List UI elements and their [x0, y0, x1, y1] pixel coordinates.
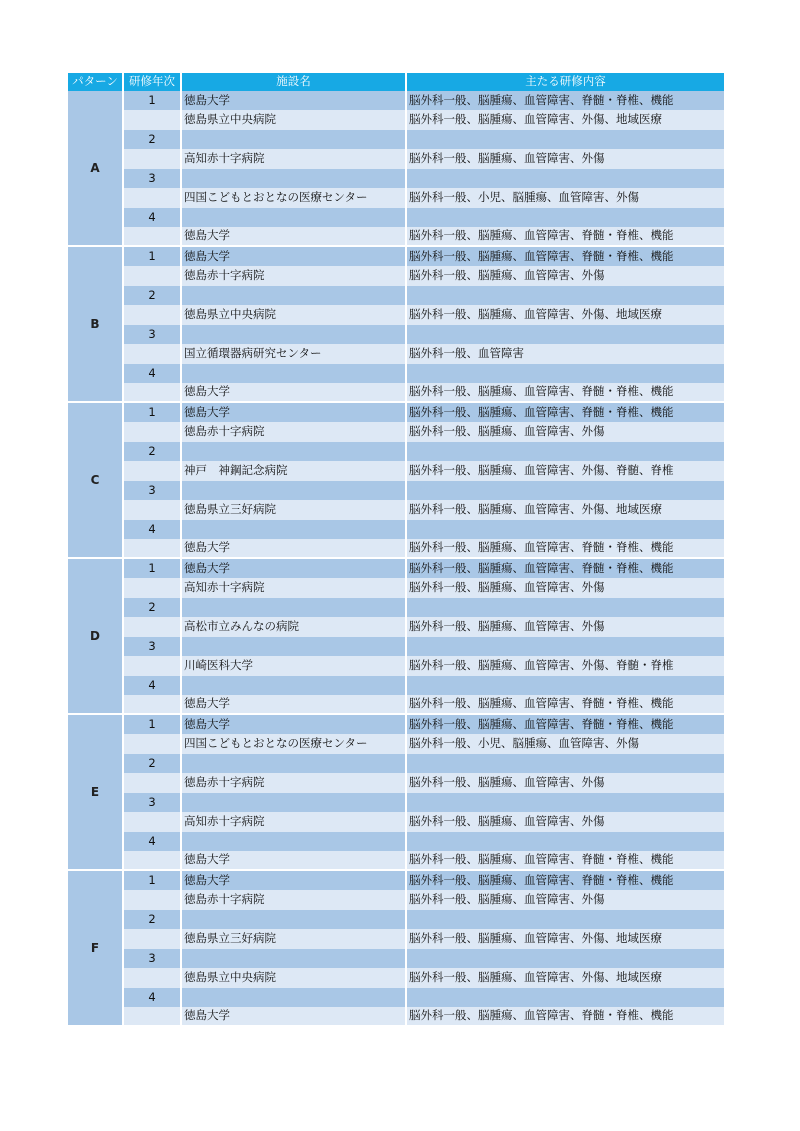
- facility-cell: 徳島県立中央病院: [182, 305, 405, 325]
- header-pattern: パターン: [68, 73, 122, 91]
- year-cell: [124, 305, 180, 325]
- content-cell: 脳外科一般、脳腫瘍、血管障害、脊髄・脊椎、機能: [407, 539, 724, 559]
- content-cell: 脳外科一般、脳腫瘍、血管障害、外傷、地域医療: [407, 500, 724, 520]
- header-year: 研修年次: [124, 73, 180, 91]
- facility-cell: 高松市立みんなの病院: [182, 617, 405, 637]
- content-cell: 脳外科一般、脳腫瘍、血管障害、脊髄・脊椎、機能: [407, 695, 724, 715]
- facility-cell: 徳島大学: [182, 383, 405, 403]
- content-cell: 脳外科一般、小児、脳腫瘍、血管障害、外傷: [407, 734, 724, 754]
- content-cell: [407, 364, 724, 384]
- pattern-label: A: [68, 91, 122, 247]
- content-cell: 脳外科一般、脳腫瘍、血管障害、外傷、地域医療: [407, 968, 724, 988]
- facility-cell: 徳島県立中央病院: [182, 968, 405, 988]
- facility-cell: 徳島県立三好病院: [182, 929, 405, 949]
- year-cell: [124, 344, 180, 364]
- content-cell: 脳外科一般、脳腫瘍、血管障害、外傷: [407, 422, 724, 442]
- facility-cell: 徳島赤十字病院: [182, 890, 405, 910]
- facility-cell: 国立循環器病研究センター: [182, 344, 405, 364]
- content-cell: [407, 130, 724, 150]
- year-cell: 2: [124, 754, 180, 774]
- facility-cell: [182, 598, 405, 618]
- content-cell: 脳外科一般、脳腫瘍、血管障害、外傷、脊髄、脊椎: [407, 461, 724, 481]
- year-cell: [124, 227, 180, 247]
- year-cell: [124, 890, 180, 910]
- content-cell: 脳外科一般、脳腫瘍、血管障害、外傷、地域医療: [407, 305, 724, 325]
- facility-cell: [182, 442, 405, 462]
- facility-cell: 徳島大学: [182, 403, 405, 423]
- facility-cell: [182, 676, 405, 696]
- year-cell: [124, 851, 180, 871]
- facility-cell: 徳島大学: [182, 871, 405, 891]
- pattern-label: D: [68, 559, 122, 715]
- content-cell: [407, 676, 724, 696]
- year-cell: [124, 929, 180, 949]
- year-cell: 3: [124, 637, 180, 657]
- year-cell: 1: [124, 247, 180, 267]
- year-cell: [124, 1007, 180, 1027]
- year-cell: 2: [124, 130, 180, 150]
- facility-cell: 四国こどもとおとなの医療センター: [182, 188, 405, 208]
- pattern-label: F: [68, 871, 122, 1027]
- content-cell: 脳外科一般、脳腫瘍、血管障害、外傷: [407, 578, 724, 598]
- year-cell: [124, 383, 180, 403]
- facility-cell: 徳島大学: [182, 539, 405, 559]
- header-content: 主たる研修内容: [407, 73, 724, 91]
- year-cell: 3: [124, 169, 180, 189]
- year-cell: 2: [124, 286, 180, 306]
- content-cell: [407, 286, 724, 306]
- year-cell: 3: [124, 325, 180, 345]
- year-cell: 2: [124, 598, 180, 618]
- content-cell: 脳外科一般、小児、脳腫瘍、血管障害、外傷: [407, 188, 724, 208]
- year-cell: 4: [124, 520, 180, 540]
- content-cell: 脳外科一般、脳腫瘍、血管障害、脊髄・脊椎、機能: [407, 1007, 724, 1027]
- year-cell: 3: [124, 481, 180, 501]
- content-cell: 脳外科一般、脳腫瘍、血管障害、脊髄・脊椎、機能: [407, 383, 724, 403]
- content-cell: [407, 442, 724, 462]
- facility-cell: 徳島大学: [182, 695, 405, 715]
- content-cell: 脳外科一般、脳腫瘍、血管障害、脊髄・脊椎、機能: [407, 851, 724, 871]
- pattern-label: E: [68, 715, 122, 871]
- facility-cell: [182, 364, 405, 384]
- content-cell: 脳外科一般、脳腫瘍、血管障害、外傷、地域医療: [407, 929, 724, 949]
- year-cell: [124, 734, 180, 754]
- content-cell: 脳外科一般、脳腫瘍、血管障害、脊髄・脊椎、機能: [407, 871, 724, 891]
- year-cell: 1: [124, 559, 180, 579]
- header-facility: 施設名: [182, 73, 405, 91]
- content-cell: 脳外科一般、脳腫瘍、血管障害、脊髄・脊椎、機能: [407, 559, 724, 579]
- facility-cell: [182, 988, 405, 1008]
- content-cell: [407, 520, 724, 540]
- facility-cell: [182, 169, 405, 189]
- facility-cell: 徳島赤十字病院: [182, 773, 405, 793]
- facility-cell: [182, 286, 405, 306]
- year-cell: [124, 617, 180, 637]
- facility-cell: 高知赤十字病院: [182, 149, 405, 169]
- content-cell: [407, 325, 724, 345]
- year-cell: 4: [124, 676, 180, 696]
- content-cell: 脳外科一般、脳腫瘍、血管障害、外傷、脊髄・脊椎: [407, 656, 724, 676]
- content-cell: 脳外科一般、血管障害: [407, 344, 724, 364]
- facility-cell: 四国こどもとおとなの医療センター: [182, 734, 405, 754]
- content-cell: 脳外科一般、脳腫瘍、血管障害、脊髄・脊椎、機能: [407, 91, 724, 111]
- content-cell: 脳外科一般、脳腫瘍、血管障害、脊髄・脊椎、機能: [407, 227, 724, 247]
- facility-cell: 高知赤十字病院: [182, 578, 405, 598]
- year-cell: [124, 773, 180, 793]
- facility-cell: [182, 208, 405, 228]
- facility-cell: 川崎医科大学: [182, 656, 405, 676]
- year-cell: [124, 968, 180, 988]
- year-cell: 3: [124, 793, 180, 813]
- content-cell: [407, 910, 724, 930]
- facility-cell: 徳島県立三好病院: [182, 500, 405, 520]
- content-cell: 脳外科一般、脳腫瘍、血管障害、外傷: [407, 812, 724, 832]
- year-cell: [124, 695, 180, 715]
- facility-cell: 徳島大学: [182, 715, 405, 735]
- facility-cell: [182, 910, 405, 930]
- facility-cell: [182, 481, 405, 501]
- facility-cell: [182, 832, 405, 852]
- year-cell: 1: [124, 403, 180, 423]
- year-cell: [124, 188, 180, 208]
- facility-cell: 徳島赤十字病院: [182, 422, 405, 442]
- pattern-label: C: [68, 403, 122, 559]
- year-cell: [124, 110, 180, 130]
- facility-cell: 徳島大学: [182, 227, 405, 247]
- facility-cell: 高知赤十字病院: [182, 812, 405, 832]
- year-cell: [124, 422, 180, 442]
- year-cell: 1: [124, 715, 180, 735]
- content-cell: [407, 754, 724, 774]
- year-cell: 2: [124, 910, 180, 930]
- content-cell: 脳外科一般、脳腫瘍、血管障害、脊髄・脊椎、機能: [407, 715, 724, 735]
- year-cell: 2: [124, 442, 180, 462]
- content-cell: [407, 637, 724, 657]
- facility-cell: [182, 793, 405, 813]
- year-cell: 1: [124, 91, 180, 111]
- year-cell: [124, 578, 180, 598]
- facility-cell: [182, 949, 405, 969]
- year-cell: 4: [124, 988, 180, 1008]
- content-cell: [407, 832, 724, 852]
- facility-cell: [182, 754, 405, 774]
- year-cell: [124, 812, 180, 832]
- year-cell: [124, 461, 180, 481]
- facility-cell: 徳島県立中央病院: [182, 110, 405, 130]
- facility-cell: 徳島大学: [182, 1007, 405, 1027]
- content-cell: [407, 988, 724, 1008]
- facility-cell: [182, 520, 405, 540]
- pattern-label: B: [68, 247, 122, 403]
- training-pattern-table: [68, 73, 724, 1027]
- content-cell: 脳外科一般、脳腫瘍、血管障害、外傷: [407, 773, 724, 793]
- facility-cell: [182, 130, 405, 150]
- year-cell: 4: [124, 208, 180, 228]
- content-cell: [407, 598, 724, 618]
- facility-cell: 徳島大学: [182, 559, 405, 579]
- content-cell: [407, 949, 724, 969]
- content-cell: [407, 169, 724, 189]
- facility-cell: 徳島大学: [182, 247, 405, 267]
- year-cell: 1: [124, 871, 180, 891]
- content-cell: 脳外科一般、脳腫瘍、血管障害、脊髄・脊椎、機能: [407, 403, 724, 423]
- facility-cell: 徳島赤十字病院: [182, 266, 405, 286]
- facility-cell: 神戸 神鋼記念病院: [182, 461, 405, 481]
- facility-cell: 徳島大学: [182, 851, 405, 871]
- year-cell: [124, 500, 180, 520]
- content-cell: 脳外科一般、脳腫瘍、血管障害、外傷: [407, 149, 724, 169]
- year-cell: 4: [124, 832, 180, 852]
- content-cell: [407, 208, 724, 228]
- year-cell: [124, 266, 180, 286]
- year-cell: 3: [124, 949, 180, 969]
- content-cell: 脳外科一般、脳腫瘍、血管障害、外傷: [407, 617, 724, 637]
- content-cell: 脳外科一般、脳腫瘍、血管障害、脊髄・脊椎、機能: [407, 247, 724, 267]
- facility-cell: 徳島大学: [182, 91, 405, 111]
- content-cell: 脳外科一般、脳腫瘍、血管障害、外傷、地域医療: [407, 110, 724, 130]
- facility-cell: [182, 637, 405, 657]
- content-cell: 脳外科一般、脳腫瘍、血管障害、外傷: [407, 890, 724, 910]
- content-cell: [407, 481, 724, 501]
- content-cell: 脳外科一般、脳腫瘍、血管障害、外傷: [407, 266, 724, 286]
- year-cell: 4: [124, 364, 180, 384]
- year-cell: [124, 656, 180, 676]
- year-cell: [124, 539, 180, 559]
- year-cell: [124, 149, 180, 169]
- content-cell: [407, 793, 724, 813]
- facility-cell: [182, 325, 405, 345]
